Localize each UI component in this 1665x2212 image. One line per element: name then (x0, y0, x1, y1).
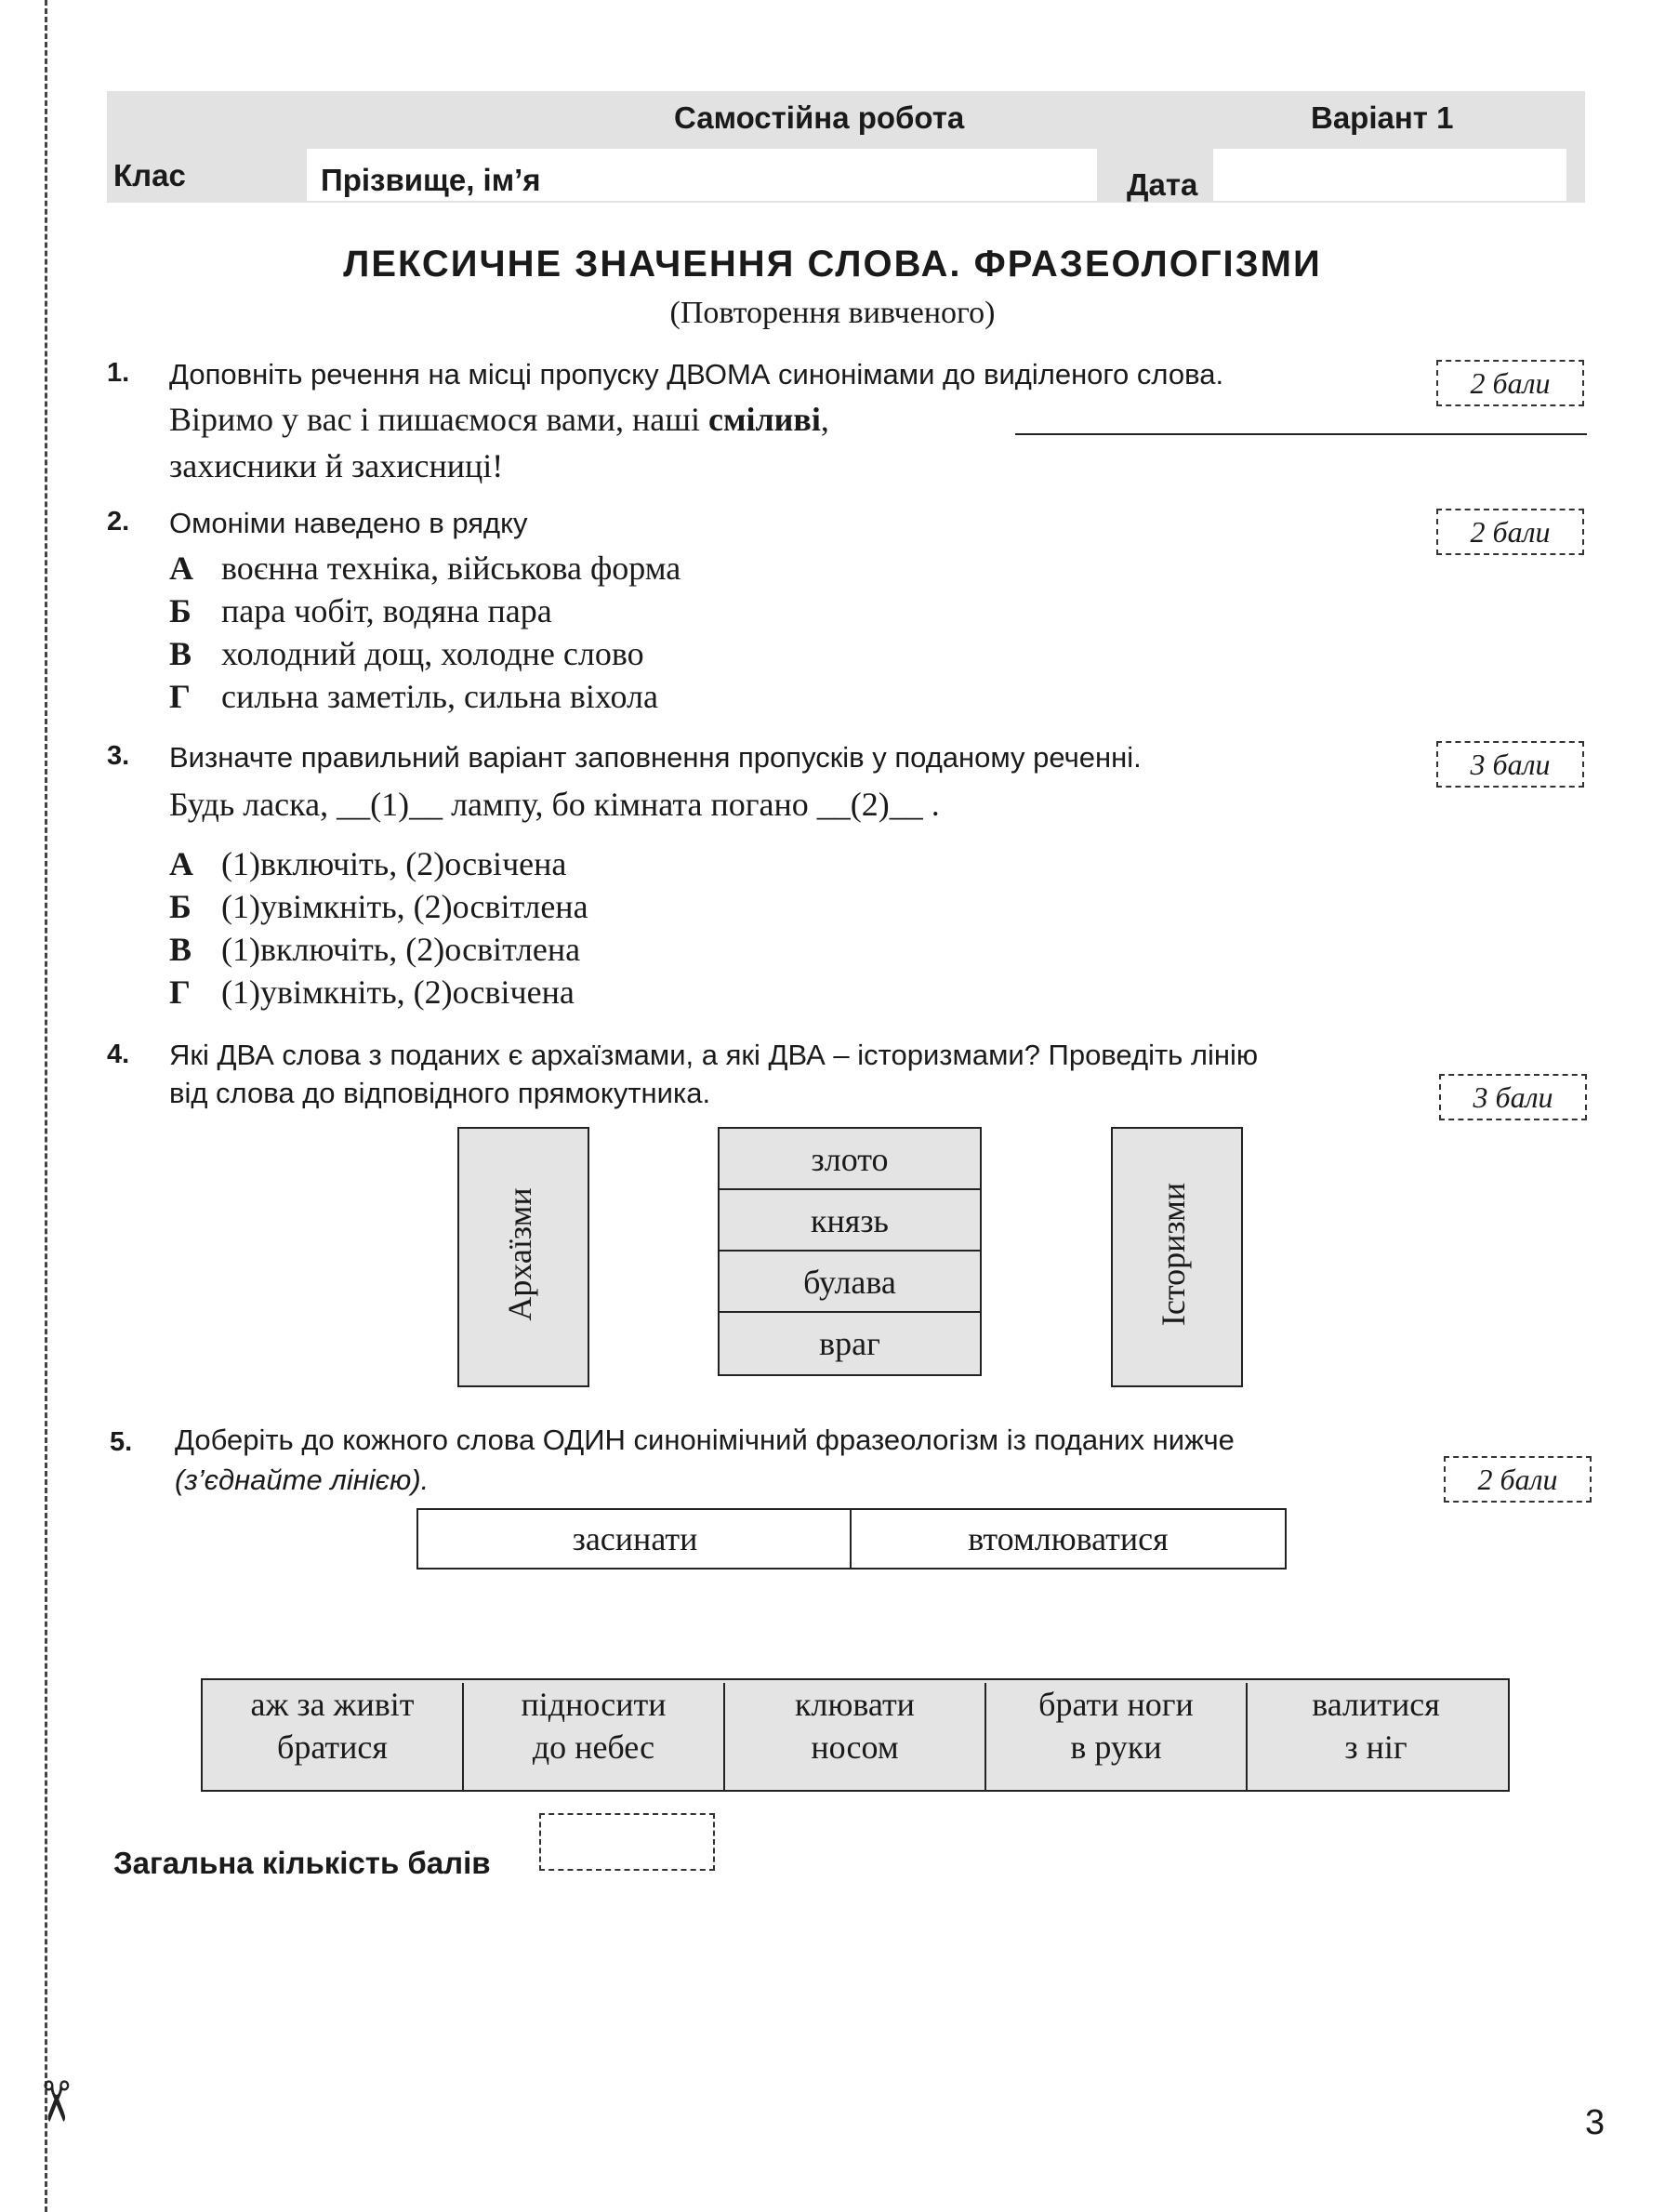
q3-prompt: Визначте правильний варіант заповнення пропусків у поданому реченні. (169, 741, 1142, 774)
q3-option-d[interactable] (169, 971, 575, 1013)
option-text: (1)включіть, (2)освічена (221, 845, 567, 882)
historisms-label: Історизми (1155, 1182, 1192, 1327)
phrase-line: до небес (532, 1729, 655, 1766)
page-title: ЛЕКСИЧНЕ ЗНАЧЕННЯ СЛОВА. ФРАЗЕОЛОГІЗМИ (343, 244, 1322, 285)
cut-line (45, 0, 47, 2212)
q1-sentence-end: захисники й захисниці! (169, 447, 504, 484)
q5-prompt-line2: (з’єднайте лінією). (175, 1464, 429, 1496)
q1-sentence-start: Віримо у вас і пишаємося вами, наші (169, 401, 708, 438)
option-letter: Б (169, 592, 192, 629)
q2-option-a[interactable] (169, 547, 681, 589)
option-letter: В (169, 931, 192, 968)
option-text: воєнна техніка, військова форма (221, 550, 681, 587)
phrase-line: підносити (521, 1686, 667, 1723)
q1-number: 1. (107, 358, 130, 388)
option-text: (1)увімкніть, (2)освічена (221, 974, 575, 1011)
page-number: 3 (1585, 2103, 1606, 2142)
total-score-box[interactable] (539, 1813, 715, 1871)
class-label: Клас (113, 158, 186, 192)
q3-option-c[interactable] (169, 928, 580, 971)
q3-option-a[interactable] (169, 842, 566, 885)
phrase-line: аж за живіт (250, 1686, 415, 1723)
phrase-line: братися (277, 1729, 388, 1766)
q2-option-c[interactable] (169, 632, 644, 675)
q5-prompt-line1: Доберіть до кожного слова ОДИН синонімічний фразеологізм із поданих нижче (175, 1424, 1235, 1456)
name-label: Прізвище, ім’я (321, 163, 541, 197)
q2-prompt: Омоніми наведено в рядку (169, 507, 528, 539)
option-text: (1)включіть, (2)освітлена (221, 931, 581, 968)
word-cell[interactable]: засинати (416, 1508, 853, 1570)
phrase-line: носом (811, 1729, 899, 1766)
word-cell[interactable]: булава (718, 1250, 982, 1315)
option-text: холодний дощ, холодне слово (221, 635, 644, 672)
q3-sentence: Будь ласка, __(1)__ лампу, бо кімната погано __(2)__ . (169, 786, 940, 823)
q5-number: 5. (110, 1427, 133, 1457)
work-title: Самостійна робота (674, 100, 965, 135)
q3-number: 3. (107, 741, 130, 771)
page-subtitle: (Повторення вивченого) (669, 296, 996, 330)
q4-prompt-line2: від слова до відповідного прямокутника. (169, 1077, 711, 1109)
option-letter: Г (169, 678, 191, 715)
q4-points: 3 бали (1439, 1074, 1587, 1120)
q1-comma: , (820, 401, 829, 438)
option-letter: Г (169, 974, 191, 1011)
archaisms-label: Архаїзми (501, 1187, 538, 1321)
total-score-label: Загальна кількість балів (113, 1846, 491, 1880)
variant-label: Варіант 1 (1311, 100, 1454, 135)
option-letter: А (169, 845, 193, 882)
phrase-cell[interactable] (1248, 1683, 1504, 1790)
option-letter: В (169, 635, 192, 672)
q1-points: 2 бали (1436, 360, 1584, 406)
option-text: (1)увімкніть, (2)освітлена (221, 888, 588, 925)
q4-prompt-line1: Які ДВА слова з поданих є архаїзмами, а які ДВА – історизмами? Проведіть лінію (169, 1039, 1259, 1071)
q1-bold-word: сміливі (707, 401, 821, 438)
phrase-line: клювати (795, 1686, 915, 1723)
q5-points: 2 бали (1444, 1456, 1592, 1503)
q4-number: 4. (107, 1040, 130, 1069)
word-cell[interactable]: князь (718, 1188, 982, 1253)
phrase-cell[interactable] (986, 1683, 1248, 1790)
q2-number: 2. (107, 507, 130, 536)
phrase-line: брати ноги (1038, 1686, 1194, 1723)
word-cell[interactable]: злото (718, 1127, 982, 1192)
phrase-cell[interactable] (464, 1683, 725, 1790)
phrase-cell[interactable] (725, 1683, 986, 1790)
scissors-icon: ✂ (22, 2077, 88, 2126)
q2-points: 2 бали (1436, 509, 1584, 555)
q2-option-b[interactable] (169, 589, 552, 632)
phrase-line: валитися (1312, 1686, 1440, 1723)
date-field[interactable] (1213, 149, 1566, 201)
date-label: Дата (1127, 167, 1198, 202)
phrase-line: з ніг (1344, 1729, 1407, 1766)
option-letter: А (169, 550, 193, 587)
option-text: пара чобіт, водяна пара (221, 592, 552, 629)
option-letter: Б (169, 888, 192, 925)
option-text: сильна заметіль, сильна віхола (221, 678, 658, 715)
q1-prompt: Доповніть речення на місці пропуску ДВОМА синонімами до виділеного слова. (169, 358, 1224, 391)
q2-option-d[interactable] (169, 675, 658, 718)
q3-option-b[interactable] (169, 885, 588, 928)
phrase-line: в руки (1070, 1729, 1162, 1766)
phrase-cell[interactable] (203, 1683, 464, 1790)
word-cell[interactable]: втомлюватися (850, 1508, 1287, 1570)
q3-points: 3 бали (1436, 741, 1584, 788)
word-cell[interactable]: враг (718, 1311, 982, 1376)
q1-answer-line[interactable] (1015, 433, 1587, 435)
q1-sentence (169, 398, 829, 441)
